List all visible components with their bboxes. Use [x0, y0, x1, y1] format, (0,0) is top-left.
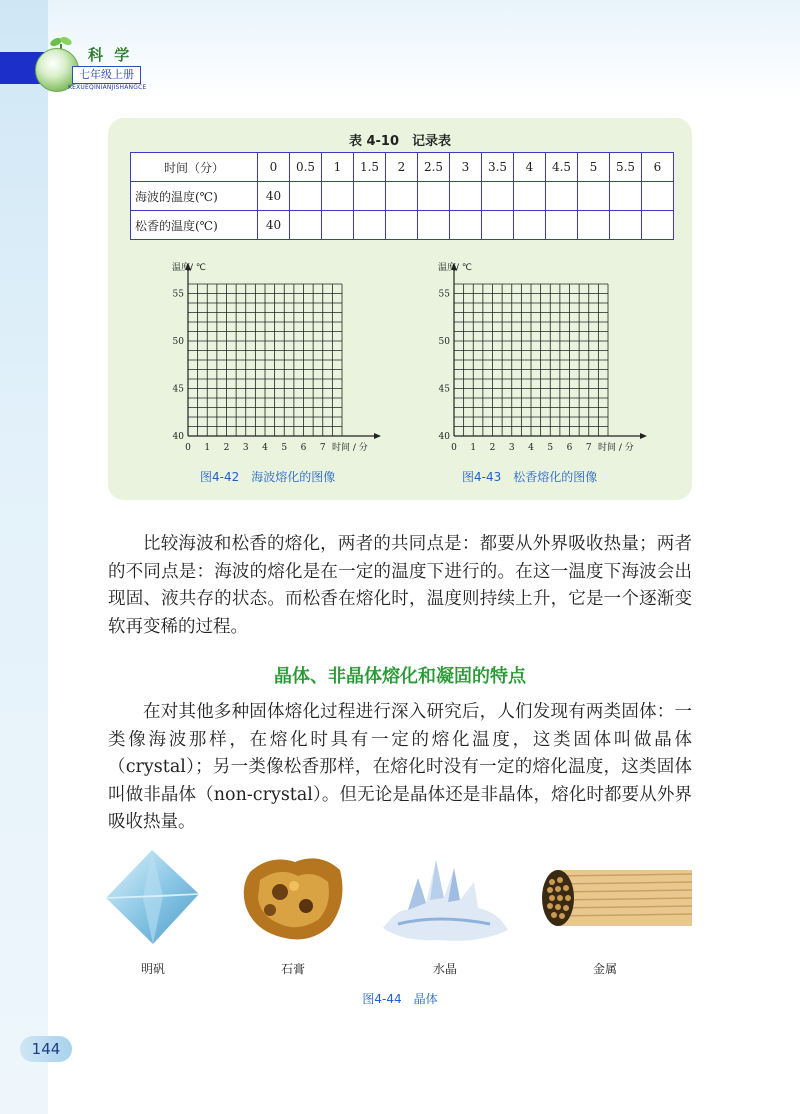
fig44-caption: 图4-44 晶体: [362, 992, 438, 1006]
time-cell: 3: [450, 153, 482, 182]
book-pinyin: KEXUEQINIANJISHANGCE: [68, 84, 147, 91]
time-cell: 1.5: [354, 153, 386, 182]
value-cell: [482, 182, 514, 211]
x-axis-arrow-icon: [640, 433, 647, 439]
y-axis-label: 温度/ ℃: [172, 263, 207, 273]
row-label: 海波的温度(℃): [131, 182, 258, 211]
x-tick-label: 1: [204, 443, 211, 453]
paragraph-crystal-definition: 在对其他多种固体熔化过程进行深入研究后，人们发现有两类固体：一类像海波那样，在熔化时具有一定的熔化温度，这类固体叫做晶体（crystal）；另一类像松香那样，在熔化时没有一定的熔化温度，这类固体叫做非晶体（non-crystal）。但无论是晶体还是非晶体，熔化时都要从外界吸收热量。: [108, 702, 692, 832]
x-tick-label: 0: [185, 443, 191, 453]
value-cell: [322, 182, 354, 211]
time-cell: 5.5: [610, 153, 642, 182]
y-tick-label: 45: [438, 384, 450, 395]
quartz-crystal-image: [378, 848, 513, 946]
fig42-caption: 图4-42 海波熔化的图像: [200, 470, 336, 484]
time-cell: 1: [322, 153, 354, 182]
value-cell: [642, 211, 674, 240]
value-cell: [482, 211, 514, 240]
grid-lines: [454, 284, 608, 436]
x-tick-label: 4: [528, 443, 534, 453]
quartz-label: 水晶: [432, 962, 457, 976]
value-cell: 40: [258, 211, 290, 240]
value-cell: [578, 211, 610, 240]
x-tick-label: 5: [281, 443, 288, 453]
grid-lines: [188, 284, 342, 436]
y-tick-label: 50: [172, 337, 184, 347]
value-cell: [354, 211, 386, 240]
record-table: [130, 152, 674, 240]
y-axis-label: 温度/ ℃: [438, 263, 473, 273]
value-cell: [290, 182, 322, 211]
row-label: 松香的温度(℃): [131, 211, 258, 240]
time-cell: 0: [258, 153, 290, 182]
fig43-caption: 图4-43 松香熔化的图像: [462, 470, 598, 484]
value-cell: [418, 182, 450, 211]
gypsum-label: 石膏: [280, 962, 305, 976]
gypsum-image: [240, 852, 348, 944]
x-tick-label: 6: [300, 443, 307, 453]
x-axis-label: 时间 / 分: [598, 443, 634, 453]
book-title: 科 学: [88, 46, 133, 64]
value-cell: [514, 182, 546, 211]
value-cell: [610, 182, 642, 211]
table-header-row: [131, 153, 674, 182]
time-cell: 4: [514, 153, 546, 182]
metal-label: 金属: [592, 962, 617, 976]
x-tick-label: 6: [566, 443, 573, 453]
time-cell: 2: [386, 153, 418, 182]
x-tick-label: 2: [223, 443, 230, 453]
page-number: 144: [20, 1036, 72, 1062]
value-cell: [610, 211, 642, 240]
value-cell: [450, 211, 482, 240]
value-cell: [578, 182, 610, 211]
value-cell: [514, 211, 546, 240]
time-header-cell: 时间（分）: [131, 153, 258, 182]
value-cell: [290, 211, 322, 240]
alum-label: 明矾: [140, 962, 165, 976]
value-cell: [386, 211, 418, 240]
x-tick-label: 4: [262, 443, 268, 453]
x-tick-label: 0: [451, 443, 457, 453]
value-cell: [354, 182, 386, 211]
metal-rods-image: [538, 862, 694, 934]
time-cell: 2.5: [418, 153, 450, 182]
x-tick-label: 3: [508, 443, 515, 453]
time-cell: 4.5: [546, 153, 578, 182]
x-tick-label: 2: [489, 443, 496, 453]
alum-crystal-image: [103, 848, 201, 946]
x-tick-label: 5: [547, 443, 554, 453]
table-caption: 表 4-10 记录表: [348, 134, 452, 149]
time-cell: 6: [642, 153, 674, 182]
value-cell: [642, 182, 674, 211]
y-tick-label: 45: [172, 384, 184, 395]
value-cell: [546, 182, 578, 211]
time-cell: 3.5: [482, 153, 514, 182]
x-axis-label: 时间 / 分: [332, 443, 368, 453]
x-axis-arrow-icon: [374, 433, 381, 439]
y-tick-label: 40: [172, 432, 184, 442]
paragraph-comparison: 比较海波和松香的熔化，两者的共同点是：都要从外界吸收热量；两者的不同点是：海波的熔化是在一定的温度下进行的。在这一温度下海波会出现固、液共存的状态。而松香在熔化时，温度则持续上升，它是一个逐渐变软再变稀的过程。: [108, 534, 692, 637]
x-tick-label: 7: [319, 443, 326, 453]
table-row: [131, 182, 674, 211]
x-tick-label: 3: [242, 443, 249, 453]
value-cell: [386, 182, 418, 211]
value-cell: [418, 211, 450, 240]
value-cell: [450, 182, 482, 211]
x-tick-label: 7: [585, 443, 592, 453]
time-cell: 5: [578, 153, 610, 182]
book-grade: 七年级上册: [72, 66, 141, 84]
y-tick-label: 40: [438, 432, 450, 442]
value-cell: 40: [258, 182, 290, 211]
table-row: [131, 211, 674, 240]
value-cell: [546, 211, 578, 240]
x-tick-label: 1: [470, 443, 477, 453]
section-title: 晶体、非晶体熔化和凝固的特点: [274, 666, 526, 687]
time-cell: 0.5: [290, 153, 322, 182]
left-margin-band: [0, 0, 48, 1114]
value-cell: [322, 211, 354, 240]
rosin-melting-graph: [426, 258, 656, 458]
y-tick-label: 55: [438, 289, 450, 300]
y-tick-label: 50: [438, 337, 450, 347]
y-tick-label: 55: [172, 289, 184, 300]
hypo-melting-graph: [160, 258, 390, 458]
